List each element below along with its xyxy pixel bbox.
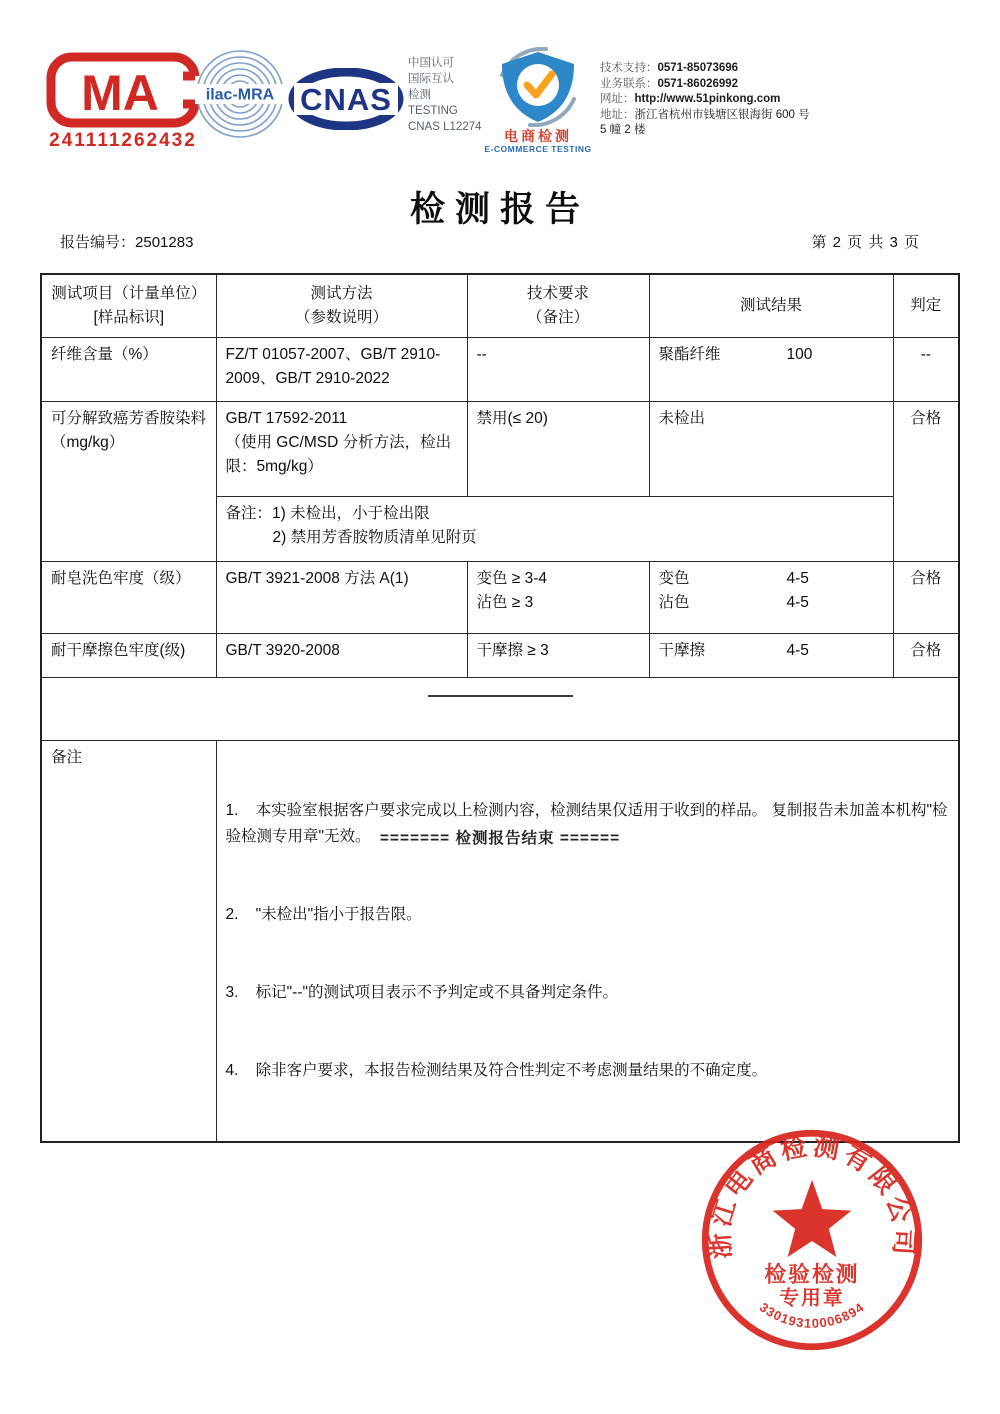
row-end-of-items	[41, 678, 959, 741]
report-number-value: 2501283	[135, 234, 194, 251]
contact-line: 5 幢 2 楼	[600, 124, 646, 136]
cell-verdict: 合格	[893, 402, 959, 562]
cell-requirement: 变色 ≥ 3-4 沾色 ≥ 3	[467, 562, 649, 634]
table-header-row	[41, 274, 959, 338]
remark-line: 1. 本实验室根据客户要求完成以上检测内容，检测结果仅适用于收到的样品。 复制报告未加盖本机构"检验检测专用章"无效。	[225, 802, 948, 845]
cell-result: 聚酯纤维 100	[649, 338, 893, 402]
cell-method: FZ/T 01057-2007、GB/T 2910-2009、GB/T 2910-2022	[216, 338, 467, 402]
cell-item: 耐皂洗色牢度（级）	[41, 562, 216, 634]
cnas-logo-icon	[288, 68, 404, 130]
accreditation-line: 国际互认	[408, 73, 454, 85]
row-remarks	[41, 741, 959, 1143]
ilac-mra-logo-icon	[194, 48, 286, 140]
page-title: 检测报告	[409, 190, 590, 229]
row-fiber-content	[41, 338, 959, 402]
accreditation-line: 中国认可	[408, 57, 454, 69]
cell-item: 可分解致癌芳香胺染料（mg/kg）	[41, 402, 216, 562]
cell-remarks-body	[216, 741, 959, 1143]
svg-text:ilac-MRA: ilac-MRA	[205, 86, 275, 104]
row-aromatic-amines	[41, 402, 959, 497]
seal-text-line1: 检验检测	[764, 1261, 860, 1287]
ecommerce-testing-shield-icon	[488, 47, 588, 127]
cell-requirement: --	[467, 338, 649, 402]
contact-line: 技术支持：0571-85073696	[600, 62, 739, 74]
header-test-item: 测试项目（计量单位） [样品标识]	[41, 274, 216, 338]
shield-label-en: E-COMMERCE TESTING	[484, 144, 592, 154]
svg-text:CNAS: CNAS	[300, 82, 392, 117]
header-result: 测试结果	[649, 274, 893, 338]
cell-method: GB/T 3920-2008	[216, 634, 467, 678]
cell-result: 干摩擦 4-5	[649, 634, 893, 678]
results-table	[40, 273, 960, 1143]
cell-result: 变色 4-5 沾色 4-5	[649, 562, 893, 634]
page-indicator: 第 2 页 共 3 页	[811, 234, 920, 251]
official-seal-stamp	[698, 1126, 926, 1354]
svg-text:MA: MA	[81, 65, 159, 121]
header-requirement: 技术要求 （备注）	[467, 274, 649, 338]
cell-remarks-label: 备注	[41, 741, 216, 1143]
end-of-items-line	[428, 695, 573, 697]
cell-verdict: 合格	[893, 634, 959, 678]
row-washing-fastness	[41, 562, 959, 634]
cell-result: 未检出	[649, 402, 893, 497]
cell-verdict: --	[893, 338, 959, 402]
cell-note: 备注：1) 未检出，小于检出限 2) 禁用芳香胺物质清单见附页	[216, 497, 893, 562]
row-rubbing-fastness	[41, 634, 959, 678]
cma-approval-number: 241111262432	[49, 130, 197, 151]
accreditation-line: 检测	[408, 89, 431, 101]
remark-line: 2. "未检出"指小于报告限。	[225, 906, 422, 923]
report-number-label: 报告编号：	[60, 234, 136, 251]
cell-requirement: 禁用(≤ 20)	[467, 402, 649, 497]
cell-requirement: 干摩擦 ≥ 3	[467, 634, 649, 678]
shield-label-cn: 电商检测	[504, 128, 572, 144]
seal-company-name: 浙江电商检测有限公司	[706, 1132, 918, 1260]
cell-method: GB/T 17592-2011 （使用 GC/MSD 分析方法，检出限：5mg/kg）	[216, 402, 467, 497]
cell-method: GB/T 3921-2008 方法 A(1)	[216, 562, 467, 634]
contact-line: 网址：http://www.51pinkong.com	[600, 93, 781, 105]
accreditation-line: CNAS L12274	[408, 121, 482, 133]
cma-logo-icon	[46, 52, 200, 128]
seal-number: 33019310006894	[756, 1299, 868, 1331]
contact-line: 地址：浙江省杭州市钱塘区银海街 600 号	[600, 108, 810, 121]
report-number	[60, 231, 193, 252]
cell-item: 耐干摩擦色牢度(级)	[41, 634, 216, 678]
header-test-method: 测试方法 （参数说明）	[216, 274, 467, 338]
seal-star-icon	[773, 1180, 852, 1257]
cell-item: 纤维含量（%）	[41, 338, 216, 402]
accreditation-line: TESTING	[408, 105, 458, 117]
remark-line: 3. 标记"--"的测试项目表示不予判定或不具备判定条件。	[225, 984, 618, 1001]
remark-line: 4. 除非客户要求，本报告检测结果及符合性判定不考虑测量结果的不确定度。	[225, 1062, 768, 1079]
contact-line: 业务联系：0571-86026992	[600, 77, 739, 90]
cell-end-of-items	[41, 678, 959, 741]
seal-text-line2: 专用章	[779, 1287, 845, 1310]
header-verdict: 判定	[893, 274, 959, 338]
report-end-marker: ======= 检测报告结束 ======	[379, 830, 621, 847]
contact-info	[600, 61, 900, 139]
accreditation-text	[408, 55, 498, 135]
cell-verdict: 合格	[893, 562, 959, 634]
